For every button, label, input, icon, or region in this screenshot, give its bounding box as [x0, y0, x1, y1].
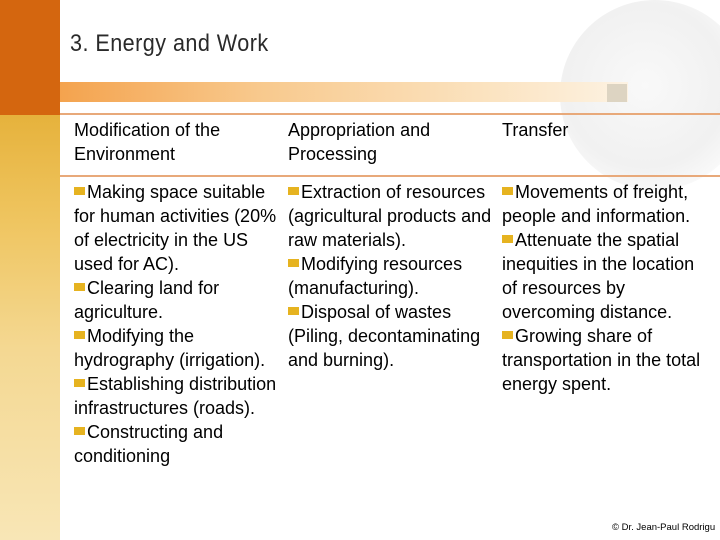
- square-bullet-icon: [74, 427, 85, 435]
- square-bullet-icon: [74, 331, 85, 339]
- square-bullet-icon: [502, 331, 513, 339]
- slide-title: 3. Energy and Work: [70, 30, 269, 57]
- list-item: Movements of freight, people and information.: [502, 182, 691, 226]
- list-item: Extraction of resources (agricultural products and raw materials).: [288, 182, 492, 250]
- square-bullet-icon: [288, 307, 299, 315]
- list-item: Modifying resources (manufacturing).: [288, 254, 463, 298]
- list-item: Attenuate the spatial inequities in the location of resources by overcoming distance.: [502, 230, 695, 322]
- square-bullet-icon: [288, 259, 299, 267]
- column-transfer: [502, 180, 710, 396]
- list-item: Establishing distribution infrastructures (roads).: [74, 374, 277, 418]
- square-bullet-icon: [288, 187, 299, 195]
- square-bullet-icon: [74, 283, 85, 291]
- title-underline-end: [607, 84, 627, 102]
- table-header-rule: [60, 175, 720, 177]
- column-appropriation: [288, 180, 496, 372]
- list-item: Making space suitable for human activities (20% of electricity in the US used for AC).: [74, 182, 277, 274]
- title-underline-bar: [60, 82, 628, 102]
- left-accent-bar-top: [0, 0, 60, 115]
- list-item: Clearing land for agriculture.: [74, 278, 220, 322]
- column-modification: [74, 180, 282, 468]
- square-bullet-icon: [502, 235, 513, 243]
- column-header-modification: Modification of the Environment: [74, 120, 221, 164]
- list-item: Disposal of wastes (Piling, decontaminating and burning).: [288, 302, 481, 370]
- table-top-rule: [60, 113, 720, 115]
- column-header-appropriation: Appropriation and Processing: [288, 120, 431, 164]
- list-item: Growing share of transportation in the total energy spent.: [502, 326, 701, 394]
- left-accent-bar-bottom: [0, 115, 60, 540]
- copyright-credit: © Dr. Jean-Paul Rodrigu: [612, 522, 716, 533]
- square-bullet-icon: [74, 379, 85, 387]
- square-bullet-icon: [502, 187, 513, 195]
- list-item: Modifying the hydrography (irrigation).: [74, 326, 266, 370]
- square-bullet-icon: [74, 187, 85, 195]
- list-item: Constructing and conditioning: [74, 422, 224, 466]
- column-header-transfer: Transfer: [502, 120, 569, 140]
